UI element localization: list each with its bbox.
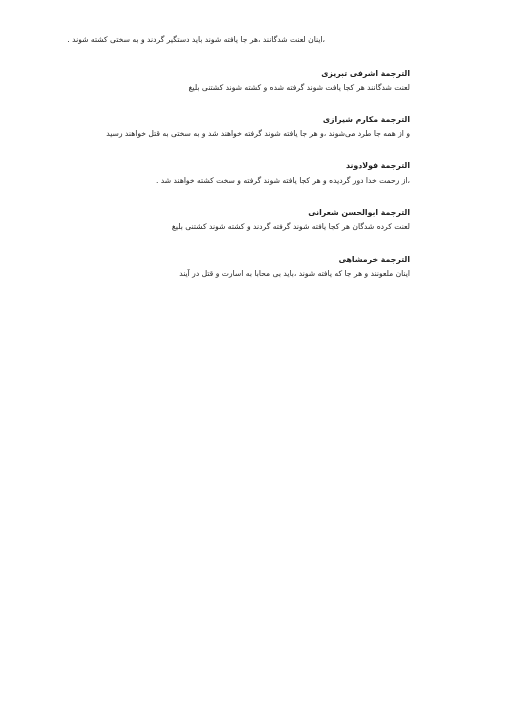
translation-title: الترجمة اشرفی تبریزی — [321, 69, 410, 78]
translation-text: ،از رحمت خدا دور گردیده و هر کجا یافته شوند گرفته و سخت کشته خواهند شد . — [155, 176, 410, 185]
translation-text: و از همه جا طرد می‌شوند ،و هر جا یافته شوند گرفته خواهند شد و به سختی به قتل خواهند رسید — [106, 129, 410, 138]
translation-text: لعنت شدگانند هر کجا یافت شوند گرفته شده و کشته شوند کشتنی بلیغ — [188, 83, 410, 92]
translation-title: الترجمة ابوالحسن شعرانی — [308, 208, 410, 217]
translation-text: لعنت کرده شدگان هر کجا یافته شوند گرفته گردند و کشته شوند کشتنی بلیغ — [171, 222, 410, 231]
translation-text: اینان ملعونند و هر جا که یافته شوند ،باید بی محابا به اسارت و قتل در آیند — [179, 269, 410, 278]
intro-line: ،اینان لعنت شدگانند ،هر جا یافته شوند باید دستگیر گردند و به سختی کشته شوند . — [67, 35, 325, 44]
translation-title: الترجمة مکارم شیرازی — [322, 115, 410, 124]
translation-title: الترجمة فولادوند — [345, 161, 410, 170]
translation-title: الترجمة خرمشاهی — [338, 255, 410, 264]
